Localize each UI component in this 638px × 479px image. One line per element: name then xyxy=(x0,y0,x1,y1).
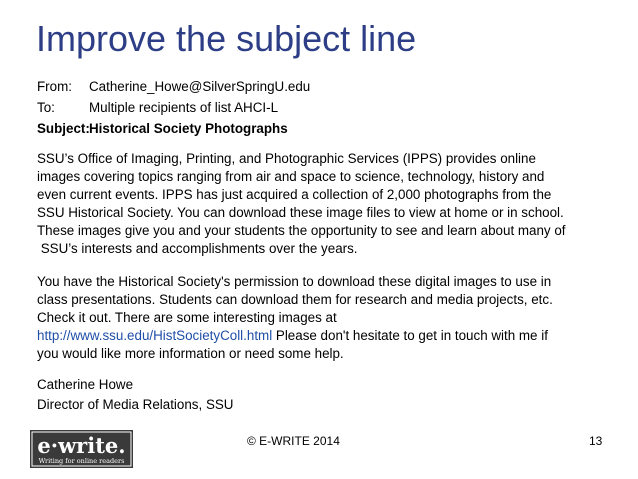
signature-name: Catherine Howe xyxy=(37,377,134,392)
e-write-logo xyxy=(30,430,133,468)
logo-text: e·write. xyxy=(37,433,126,458)
paragraph-line: SSU Historical Society. You can download these image files to view at home or in school. xyxy=(37,205,564,220)
paragraph-permission xyxy=(37,273,611,363)
paragraph-line: class presentations. Students can download them for research and media projects, etc. xyxy=(37,292,553,307)
paragraph-text: Please don't hesitate to get in touch with me if xyxy=(272,328,548,343)
paragraph-line: images covering topics ranging from air and space to science, technology, history and xyxy=(37,169,545,184)
page-number: 13 xyxy=(589,434,603,448)
footer-copyright: © E-WRITE 2014 xyxy=(247,434,340,448)
from-label: From: xyxy=(37,79,72,94)
subject-value: Historical Society Photographs xyxy=(89,121,288,136)
subject-label: Subject: xyxy=(37,121,90,136)
paragraph-ipps xyxy=(37,150,611,258)
from-value: Catherine_Howe@SilverSpringU.edu xyxy=(89,79,311,94)
slide-title: Improve the subject line xyxy=(36,18,417,59)
paragraph-line: These images give you and your students the opportunity to see and learn about many of xyxy=(37,223,566,238)
to-label: To: xyxy=(37,100,55,115)
signature xyxy=(37,375,611,415)
paragraph-line: You have the Historical Society's permission to download these digital images to use in xyxy=(37,274,552,289)
paragraph-line-with-link xyxy=(37,327,611,345)
email-to-row xyxy=(37,99,611,117)
signature-title: Director of Media Relations, SSU xyxy=(37,397,234,412)
paragraph-line: Check it out. There are some interesting images at xyxy=(37,310,337,325)
email-from-row xyxy=(37,78,611,96)
paragraph-line: even current events. IPPS has just acquired a collection of 2,000 photographs from the xyxy=(37,187,552,202)
email-subject-row xyxy=(37,120,611,138)
paragraph-line: you would like more information or need some help. xyxy=(37,346,344,361)
email-body xyxy=(37,78,611,415)
collection-link[interactable]: http://www.ssu.edu/HistSocietyColl.html xyxy=(37,328,273,343)
paragraph-line: SSU’s Office of Imaging, Printing, and Photographic Services (IPPS) provides online xyxy=(37,151,536,166)
to-value: Multiple recipients of list AHCI-L xyxy=(89,100,279,115)
paragraph-line: SSU’s interests and accomplishments over the years. xyxy=(37,241,358,256)
logo-tagline: Writing for online readers xyxy=(38,457,125,465)
